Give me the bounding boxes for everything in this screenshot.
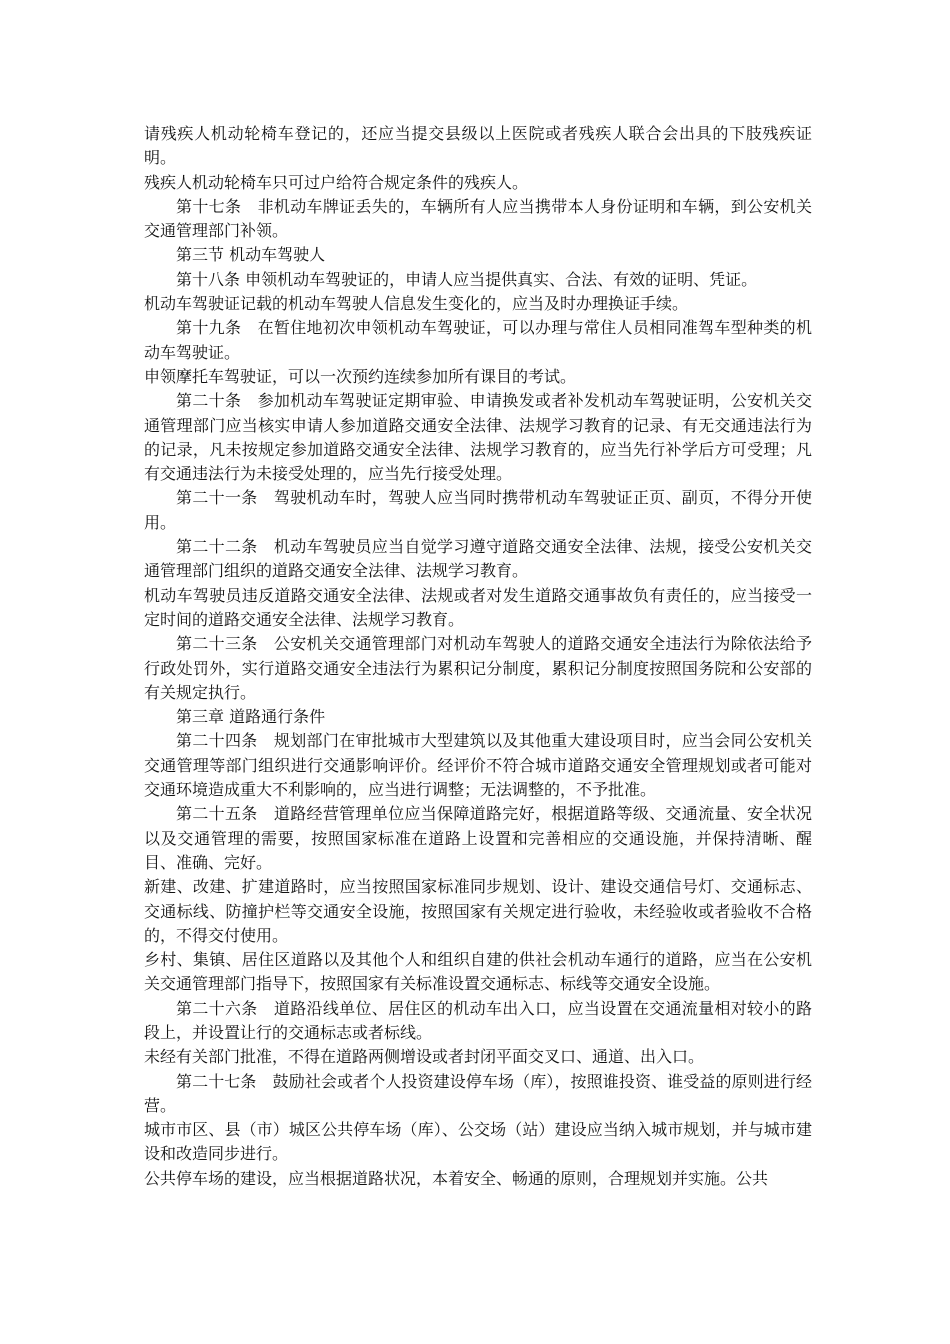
paragraph: 请残疾人机动轮椅车登记的，还应当提交县级以上医院或者残疾人联合会出具的下肢残疾证明。 [144,124,812,168]
paragraph: 机动车驾驶证记载的机动车驾驶人信息发生变化的，应当及时办理换证手续。 [144,294,689,314]
section-heading-3: 第三节 机动车驾驶人 [176,245,326,265]
article-21: 第二十一条 驾驶机动车时，驾驶人应当同时携带机动车驾驶证正页、副页，不得分开使用。 [144,488,812,532]
article-25: 第二十五条 道路经营管理单位应当保障道路完好，根据道路等级、交通流量、安全状况以及交通管理的需要，按照国家标准在道路上设置和完善相应的交通设施，并保持清晰、醒目、准确、完好。 [144,804,812,872]
article-18: 第十八条 申领机动车驾驶证的，申请人应当提供真实、合法、有效的证明、凭证。 [176,269,758,289]
paragraph: 未经有关部门批准，不得在道路两侧增设或者封闭平面交叉口、通道、出入口。 [144,1047,705,1067]
article-23: 第二十三条 公安机关交通管理部门对机动车驾驶人的道路交通安全违法行为除依法给予行政处罚外，实行道路交通安全违法行为累积记分制度，累积记分制度按照国务院和公安部的有关规定执行。 [144,634,812,702]
paragraph: 残疾人机动轮椅车只可过户给符合规定条件的残疾人。 [144,172,529,192]
paragraph: 新建、改建、扩建道路时，应当按照国家标准同步规划、设计、建设交通信号灯、交通标志、交通标线、防撞护栏等交通安全设施，按照国家有关规定进行验收，未经验收或者验收不合格的，不得交付使用。 [144,877,812,945]
document-body [144,122,812,1191]
paragraph: 机动车驾驶员违反道路交通安全法律、法规或者对发生道路交通事故负有责任的，应当接受一定时间的道路交通安全法律、法规学习教育。 [144,585,812,629]
article-19: 第十九条 在暂住地初次申领机动车驾驶证，可以办理与常住人员相同准驾车型种类的机动车驾驶证。 [144,318,812,362]
article-27: 第二十七条 鼓励社会或者个人投资建设停车场（库），按照谁投资、谁受益的原则进行经营。 [144,1071,812,1115]
article-17: 第十七条 非机动车牌证丢失的，车辆所有人应当携带本人身份证明和车辆，到公安机关交通管理部门补领。 [144,196,812,241]
paragraph: 乡村、集镇、居住区道路以及其他个人和组织自建的供社会机动车通行的道路，应当在公安机关交通管理部门指导下，按照国家有关标准设置交通标志、标线等交通安全设施。 [144,950,812,994]
article-24: 第二十四条 规划部门在审批城市大型建筑以及其他重大建设项目时，应当会同公安机关交通管理等部门组织进行交通影响评价。经评价不符合城市道路交通安全管理规划或者可能对交通环境造成重大不利影响的，应当进行调整；无法调整的，不予批准。 [144,731,812,800]
article-22: 第二十二条 机动车驾驶员应当自觉学习遵守道路交通安全法律、法规，接受公安机关交通管理部门组织的道路交通安全法律、法规学习教育。 [144,537,812,581]
paragraph: 城市市区、县（市）城区公共停车场（库）、公交场（站）建设应当纳入城市规划，并与城市建设和改造同步进行。 [144,1120,812,1164]
article-20: 第二十条 参加机动车驾驶证定期审验、申请换发或者补发机动车驾驶证明，公安机关交通管理部门应当核实申请人参加道路交通安全法律、法规学习教育的记录、有无交通违法行为的记录，凡未按规定参加道路交通安全法律、法规学习教育的，应当先行补学后方可受理；凡有交通违法行为未接受处理的，应当先行接受处理。 [144,391,812,484]
article-26: 第二十六条 道路沿线单位、居住区的机动车出入口，应当设置在交通流量相对较小的路段上，并设置让行的交通标志或者标线。 [144,998,812,1042]
chapter-heading-3: 第三章 道路通行条件 [176,707,326,727]
paragraph: 公共停车场的建设，应当根据道路状况，本着安全、畅通的原则，合理规划并实施。公共 [144,1168,769,1188]
paragraph: 申领摩托车驾驶证，可以一次预约连续参加所有课目的考试。 [144,366,577,386]
